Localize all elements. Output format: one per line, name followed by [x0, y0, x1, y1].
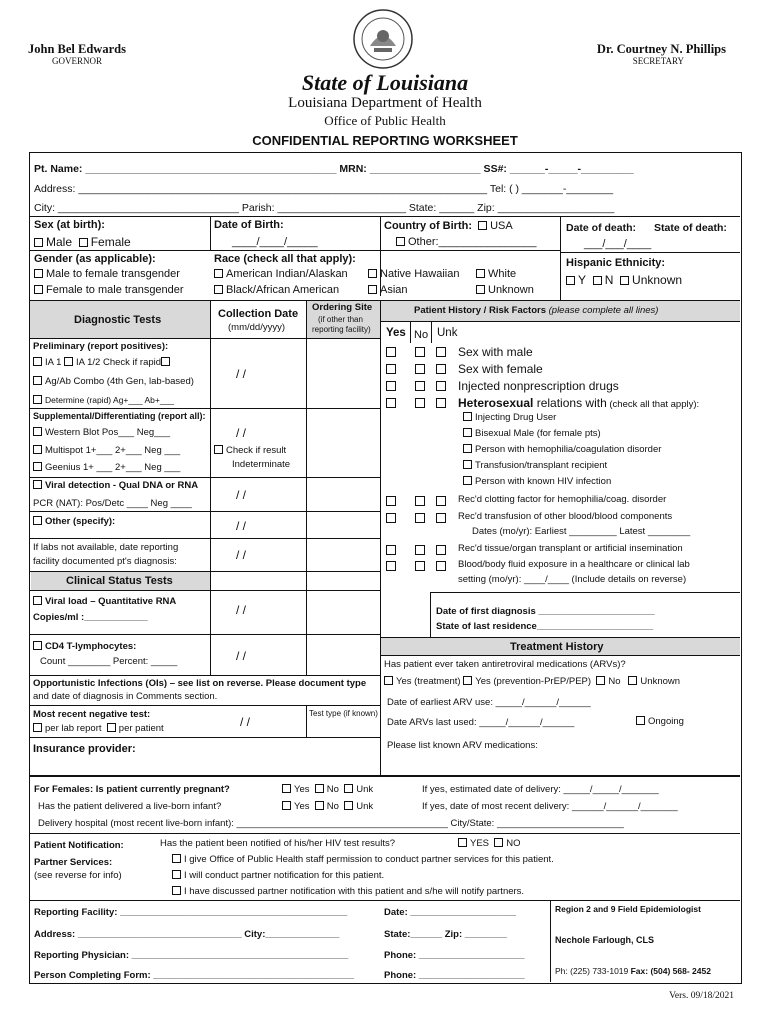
- risk-idu: Injected nonprescription drugs: [458, 379, 619, 393]
- collection-date-header: Collection Date: [218, 308, 299, 320]
- notified-question: Has the patient been notified of his/her HIV test results?: [160, 838, 395, 849]
- patient-name-row[interactable]: Pt. Name: ___________________________________________ MRN: ___________________ SS#: ______-_____-_________: [34, 163, 634, 175]
- governor-name: John Bel Edwards: [28, 42, 126, 56]
- ia12-checkbox[interactable]: [64, 357, 73, 366]
- risk-transfusion-no-checkbox[interactable]: [415, 513, 425, 523]
- preg-unk-checkbox[interactable]: [344, 784, 353, 793]
- state-seal-icon: [352, 8, 414, 70]
- office-name: Office of Public Health: [324, 113, 446, 128]
- risk-exposure: Blood/body fluid exposure in a healthcare or clinical lab: [458, 559, 690, 570]
- arv-unknown-checkbox[interactable]: [628, 676, 637, 685]
- supp-date[interactable]: / /: [236, 426, 247, 440]
- risk-header: Patient History / Risk Factors (please complete all lines): [414, 305, 659, 316]
- preg-no-checkbox[interactable]: [315, 784, 324, 793]
- patient-address-row[interactable]: Address: ______________________________________________________________________ Tel: ( ) _______-________: [34, 183, 614, 195]
- risk-transplant-no-checkbox[interactable]: [415, 545, 425, 555]
- notified-no-checkbox[interactable]: [494, 838, 503, 847]
- risk-clotting-no-checkbox[interactable]: [415, 496, 425, 506]
- race-unknown-checkbox[interactable]: [476, 285, 485, 294]
- vl-date[interactable]: / /: [236, 603, 247, 617]
- partner-self-checkbox[interactable]: [172, 870, 181, 879]
- western-blot-checkbox[interactable]: [33, 427, 42, 436]
- delivery-hospital-field[interactable]: Delivery hospital (most recent live-born infant): ________________________________________ City/State: ________________________: [38, 818, 624, 829]
- treatment-header: Treatment History: [510, 641, 604, 653]
- risk-clotting: Rec'd clotting factor for hemophilia/coag. disorder: [458, 494, 667, 505]
- sub-hemophilia-checkbox[interactable]: [463, 444, 472, 453]
- first-diagnosis-field[interactable]: Date of first diagnosis ______________________: [436, 606, 655, 617]
- partner-ophs-checkbox[interactable]: [172, 854, 181, 863]
- dob-field[interactable]: ____/____/_____: [232, 236, 318, 248]
- pcr-field[interactable]: PCR (NAT): Pos/Detc ____ Neg ____: [33, 498, 192, 509]
- reporting-date-field[interactable]: Date: ____________________: [384, 907, 517, 918]
- multispot-checkbox[interactable]: [33, 445, 42, 454]
- last-residence-field[interactable]: State of last residence______________________: [436, 621, 654, 632]
- ordering-site-header: Ordering Site: [312, 302, 373, 313]
- governor-title: GOVERNOR: [52, 56, 103, 66]
- female-label: Female: [90, 235, 131, 249]
- dob-label: Date of Birth:: [214, 219, 284, 231]
- ia1-checkbox[interactable]: [33, 357, 42, 366]
- department-name: Louisiana Department of Health: [288, 95, 482, 111]
- risk-sex-male-no-checkbox[interactable]: [415, 347, 425, 357]
- race-white-checkbox[interactable]: [476, 269, 485, 278]
- reporting-address-field[interactable]: Address: _______________________________ City:______________: [34, 929, 340, 940]
- arv-question: Has patient ever taken antiretroviral medications (ARVs)?: [384, 659, 626, 670]
- risk-transfusion-yes-checkbox[interactable]: [386, 513, 396, 523]
- cd4-date[interactable]: / /: [236, 649, 247, 663]
- risk-sex-female-no-checkbox[interactable]: [415, 364, 425, 374]
- risk-heterosexual-yes-checkbox[interactable]: [386, 398, 396, 408]
- nolabs-date[interactable]: / /: [236, 548, 247, 562]
- version-label: Vers. 09/18/2021: [669, 991, 734, 1001]
- oi-label: Opportunistic Infections (OIs) – see list on reverse. Please document type: [33, 678, 367, 689]
- mtf-label: Male to female transgender: [46, 268, 180, 280]
- reporting-physician-field[interactable]: Reporting Physician: _________________________________________: [34, 950, 349, 961]
- male-label: Male: [46, 235, 73, 249]
- risk-exposure-no-checkbox[interactable]: [415, 561, 425, 571]
- sub-transfusion-checkbox[interactable]: [463, 460, 472, 469]
- sub-idu-checkbox[interactable]: [463, 412, 472, 421]
- viral-date[interactable]: / /: [236, 488, 247, 502]
- determine-checkbox[interactable]: [33, 395, 42, 404]
- neg-date[interactable]: / /: [240, 715, 251, 729]
- partner-patient-checkbox[interactable]: [172, 886, 181, 895]
- risk-heterosexual-no-checkbox[interactable]: [415, 398, 425, 408]
- risk-sex-male-unk-checkbox[interactable]: [436, 347, 446, 357]
- secretary-title: SECRETARY: [632, 56, 684, 66]
- viral-load-checkbox[interactable]: [33, 596, 42, 605]
- risk-heterosexual-unk-checkbox[interactable]: [436, 398, 446, 408]
- other-test-checkbox[interactable]: [33, 516, 42, 525]
- risk-sex-female: Sex with female: [458, 362, 543, 376]
- risk-transplant-yes-checkbox[interactable]: [386, 545, 396, 555]
- arv-prevention-checkbox[interactable]: [463, 676, 472, 685]
- risk-idu-unk-checkbox[interactable]: [436, 381, 446, 391]
- epidemiologist-contact: Ph: (225) 733-1019 Fax: (504) 568- 2452: [555, 966, 711, 976]
- epidemiologist-name: Nechole Farlough, CLS: [555, 935, 655, 945]
- delivery-date-field[interactable]: If yes, estimated date of delivery: _____/_____/_______: [422, 784, 659, 795]
- other-country-checkbox[interactable]: [396, 237, 405, 246]
- sex-label: Sex (at birth):: [34, 219, 105, 231]
- live-yes-checkbox[interactable]: [282, 801, 291, 810]
- person-completing-field[interactable]: Person Completing Form: ______________________________________: [34, 970, 355, 981]
- agab-checkbox[interactable]: [33, 376, 42, 385]
- arv-no-checkbox[interactable]: [596, 676, 605, 685]
- earliest-arv-field[interactable]: Date of earliest ARV use: _____/______/______: [387, 697, 591, 708]
- preliminary-label: Preliminary (report positives):: [33, 341, 169, 352]
- hispanic-no-checkbox[interactable]: [593, 276, 602, 285]
- race-label: Race (check all that apply):: [214, 253, 356, 265]
- hispanic-label: Hispanic Ethnicity:: [566, 257, 666, 269]
- risk-sex-female-unk-checkbox[interactable]: [436, 364, 446, 374]
- risk-sex-female-yes-checkbox[interactable]: [386, 364, 396, 374]
- sub-known-hiv-checkbox[interactable]: [463, 476, 472, 485]
- recent-delivery-field[interactable]: If yes, date of most recent delivery: ______/______/_______: [422, 801, 678, 812]
- arv-list-field[interactable]: Please list known ARV medications:: [387, 740, 538, 751]
- risk-idu-no-checkbox[interactable]: [415, 381, 425, 391]
- ftm-checkbox[interactable]: [34, 285, 43, 294]
- geenius-checkbox[interactable]: [33, 462, 42, 471]
- ongoing-checkbox[interactable]: [636, 716, 645, 725]
- cd4-checkbox[interactable]: [33, 641, 42, 650]
- risk-exposure-unk-checkbox[interactable]: [436, 561, 446, 571]
- risk-transfusion: Rec'd transfusion of other blood/blood components: [458, 511, 673, 522]
- physician-phone-field[interactable]: Phone: ____________________: [384, 950, 525, 961]
- diagnostic-tests-header: Diagnostic Tests: [74, 314, 162, 326]
- risk-sex-male-yes-checkbox[interactable]: [386, 347, 396, 357]
- secretary-name: Dr. Courtney N. Phillips: [596, 42, 726, 56]
- live-no-checkbox[interactable]: [315, 801, 324, 810]
- notified-yes-checkbox[interactable]: [458, 838, 467, 847]
- other-country-field[interactable]: Other:________________: [408, 236, 537, 248]
- arv-treatment-checkbox[interactable]: [384, 676, 393, 685]
- risk-transplant-unk-checkbox[interactable]: [436, 545, 446, 555]
- per-patient-checkbox[interactable]: [107, 723, 116, 732]
- last-arv-field[interactable]: Date ARVs last used: _____/______/______: [387, 717, 575, 728]
- transfusion-dates[interactable]: Dates (mo/yr): Earliest _________ Latest ________: [472, 526, 691, 537]
- risk-transplant: Rec'd tissue/organ transplant or artificial insemination: [458, 543, 683, 554]
- cd4-field[interactable]: Count ________ Percent: _____: [40, 656, 178, 667]
- risk-transfusion-unk-checkbox[interactable]: [436, 513, 446, 523]
- risk-heterosexual: Heterosexual relations with (check all that apply):: [458, 396, 700, 410]
- reporting-state-field[interactable]: State:______ Zip: ________: [384, 929, 508, 940]
- state-title: State of Louisiana: [301, 70, 469, 95]
- copies-field[interactable]: Copies/ml :____________: [33, 612, 148, 623]
- preg-yes-checkbox[interactable]: [282, 784, 291, 793]
- race-aian-checkbox[interactable]: [214, 269, 223, 278]
- risk-idu-yes-checkbox[interactable]: [386, 381, 396, 391]
- risk-sex-male: Sex with male: [458, 345, 533, 359]
- female-checkbox[interactable]: [79, 238, 88, 247]
- viral-detection-checkbox[interactable]: [33, 480, 42, 489]
- risk-clotting-unk-checkbox[interactable]: [436, 496, 446, 506]
- exposure-dates[interactable]: setting (mo/yr): ____/____ (Include details on reverse): [458, 574, 687, 585]
- reporting-facility-field[interactable]: Reporting Facility: ___________________________________________: [34, 907, 348, 918]
- per-lab-checkbox[interactable]: [33, 723, 42, 732]
- male-checkbox[interactable]: [34, 238, 43, 247]
- dod-field[interactable]: ___/___/____: [584, 238, 652, 250]
- dod-label: Date of death:: [566, 222, 637, 234]
- usa-label: USA: [490, 220, 513, 232]
- other-date[interactable]: / /: [236, 519, 247, 533]
- patient-city-row[interactable]: City: _______________________________ Parish: ______________________ State: ______ Zip: ____________________: [34, 202, 615, 214]
- rapid-checkbox[interactable]: [161, 357, 170, 366]
- pregnant-question: For Females: Is patient currently pregnant?: [34, 784, 230, 795]
- risk-exposure-yes-checkbox[interactable]: [386, 561, 396, 571]
- usa-checkbox[interactable]: [478, 221, 487, 230]
- sod-label: State of death:: [654, 222, 727, 234]
- hispanic-yes-checkbox[interactable]: [566, 276, 575, 285]
- epidemiologist-title: Region 2 and 9 Field Epidemiologist: [555, 904, 701, 914]
- hispanic-unknown-checkbox[interactable]: [620, 276, 629, 285]
- indeterminate-checkbox[interactable]: [214, 445, 223, 454]
- live-unk-checkbox[interactable]: [344, 801, 353, 810]
- gender-label: Gender (as applicable):: [34, 253, 156, 265]
- form-title: CONFIDENTIAL REPORTING WORKSHEET: [252, 133, 518, 148]
- supplemental-label: Supplemental/Differentiating (report all):: [33, 411, 206, 421]
- mtf-checkbox[interactable]: [34, 269, 43, 278]
- recent-neg-label: Most recent negative test:: [33, 709, 151, 720]
- race-asian-checkbox[interactable]: [368, 285, 377, 294]
- race-nh-checkbox[interactable]: [368, 269, 377, 278]
- ftm-label: Female to male transgender: [46, 284, 184, 296]
- sub-bisexual-checkbox[interactable]: [463, 428, 472, 437]
- risk-clotting-yes-checkbox[interactable]: [386, 496, 396, 506]
- cob-label: Country of Birth:: [384, 220, 472, 232]
- race-black-checkbox[interactable]: [214, 285, 223, 294]
- insurance-label[interactable]: Insurance provider:: [33, 743, 136, 755]
- prelim-date[interactable]: / /: [236, 367, 247, 381]
- clinical-status-header: Clinical Status Tests: [66, 575, 173, 587]
- person-phone-field[interactable]: Phone: ____________________: [384, 970, 525, 981]
